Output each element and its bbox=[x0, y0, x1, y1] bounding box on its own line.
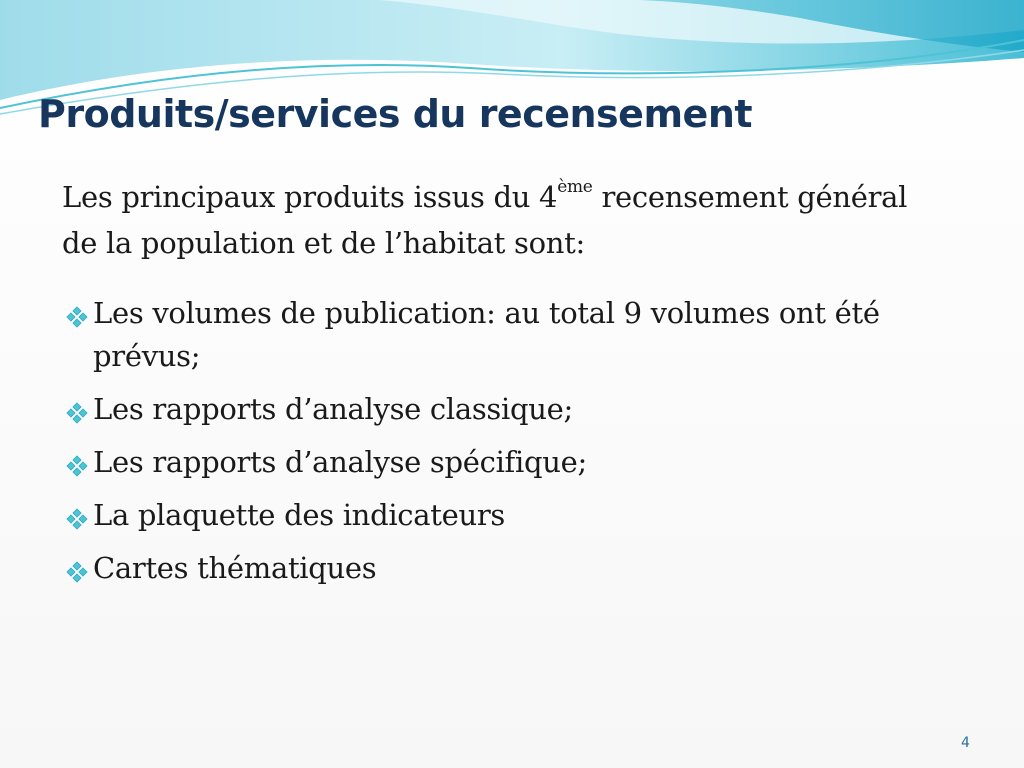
intro-text-start: Les principaux produits issus du 4 bbox=[62, 180, 558, 214]
four-diamond-bullet-icon bbox=[64, 304, 90, 330]
bullet-item bbox=[62, 441, 962, 484]
intro-text-end: recensement général de la population et de l’habitat sont: bbox=[62, 180, 908, 260]
four-diamond-bullet-icon bbox=[64, 400, 90, 426]
four-diamond-bullet-icon bbox=[64, 506, 90, 532]
four-diamond-bullet-icon bbox=[64, 453, 90, 479]
bullet-text: Les rapports d’analyse spécifique; bbox=[93, 445, 587, 479]
bullet-text: Les rapports d’analyse classique; bbox=[93, 392, 573, 426]
bullet-text: La plaquette des indicateurs bbox=[93, 498, 505, 532]
bullet-item bbox=[62, 292, 962, 378]
bullet-item bbox=[62, 388, 962, 431]
bullet-text: Cartes thématiques bbox=[93, 551, 377, 585]
bullet-item bbox=[62, 547, 962, 590]
bullet-list bbox=[62, 292, 962, 600]
slide-title: Produits/services du recensement bbox=[38, 92, 753, 136]
page-number: 4 bbox=[961, 735, 970, 751]
intro-paragraph bbox=[62, 174, 942, 266]
bullet-text: Les volumes de publication: au total 9 volumes ont été prévus; bbox=[93, 296, 880, 373]
intro-superscript: ème bbox=[557, 177, 593, 198]
four-diamond-bullet-icon bbox=[64, 559, 90, 585]
bullet-item bbox=[62, 494, 962, 537]
